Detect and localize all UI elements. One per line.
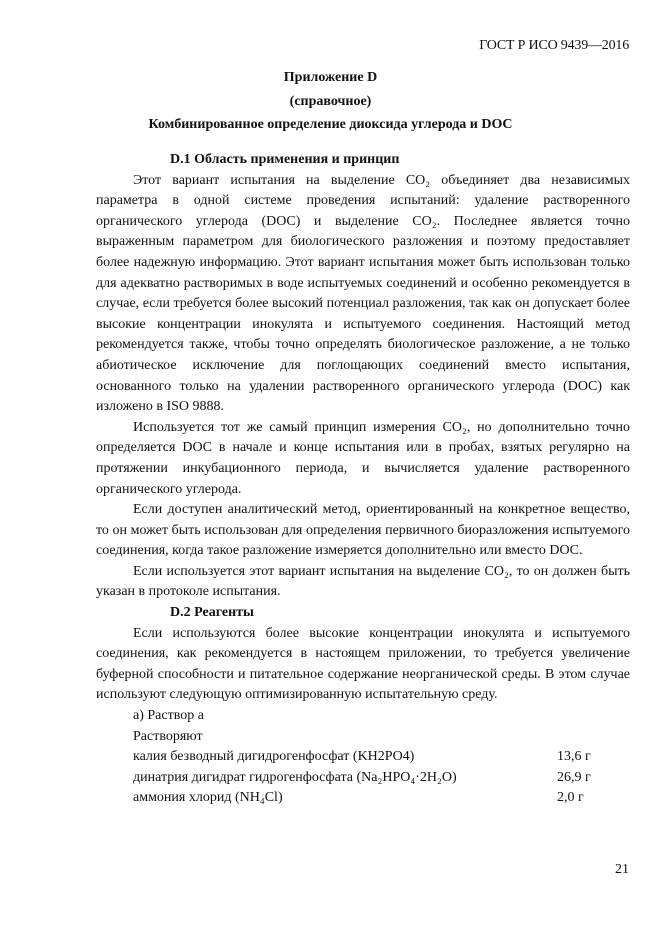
standard-number: ГОСТ Р ИСО 9439—2016 [479,38,629,53]
reagent-name: динатрия дигидрат гидрогенфосфата (Na₂HPO₄·2H₂O) [133,769,457,785]
reagent-name: аммония хлорид (NH₄Cl) [133,790,283,806]
section-d2-title: D.2 Реагенты [170,605,254,621]
document-body [96,150,630,809]
reagent-row [133,768,593,789]
reagent-name: калия безводный дигидрогенфосфат (KH2PO4) [133,749,415,765]
paragraph: Если используется этот вариант испытания на выделение CO₂, то он должен быть указан в протоколе испытания. [96,563,630,600]
appendix-subtitle: (справочное) [289,94,372,109]
reagent-row [133,788,593,809]
reagent-table [96,747,593,809]
appendix-heading: Комбинированное определение диоксида углерода и DOC [148,117,513,132]
paragraph: Если используются более высокие концентрации инокулята и испытуемого соединения, как рекомендуется в настоящем приложении, то требуется увеличение буферной способности и питательное содержание неорганической среды. В этом случае используют следующую оптимизированную испытательную среду. [96,625,630,703]
paragraph: Используется тот же самый принцип измерения CO₂, но дополнительно точно определяется DOC в начале и конце испытания или в пробах, взятых регулярно на протяжении инкубационного периода, и вычисляется удаление растворенного органического углерода. [96,419,630,497]
page-number: 21 [615,862,629,877]
paragraph: Если доступен аналитический метод, ориентированный на конкретное вещество, то он может быть использован для определения первичного биоразложения испытуемого соединения, когда такое разложение измеряется дополнительно или вместо DOC. [96,502,630,559]
dissolve-label: Растворяют [133,728,203,744]
reagent-row [133,747,593,768]
reagent-amount: 26,9 г [557,769,591,785]
appendix-title: Приложение D [283,70,378,85]
reagent-amount: 13,6 г [557,749,591,765]
reagent-amount: 2,0 г [557,790,584,806]
section-d1-title: D.1 Область применения и принцип [170,152,400,167]
list-item-a: a) Раствор а [133,708,204,724]
paragraph: Этот вариант испытания на выделение CO₂ объединяет два независимых параметра в одной системе проведения испытаний: удаление растворенного органического углерода (DOC) и выделение CO₂. Последнее является точно выраженным параметром для биологического разложения и поэтому предоставляет более надежную информацию. Этот вариант испытания может быть использован только для адекватно растворимых в воде испытуемых соединений и особенно рекомендуется в случае, если требуется более высокий потенциал разложения, так как он допускает более высокие концентрации инокулята и испытуемого соединения. Настоящий метод рекомендуется также, чтобы точно определять биологическое разложение, а не только абиотическое исключение для поглощающих соединений вместо испытания, основанного только на удалении растворенного органического углерода (DOC) как изложено в ISO 9888. [96,172,630,415]
